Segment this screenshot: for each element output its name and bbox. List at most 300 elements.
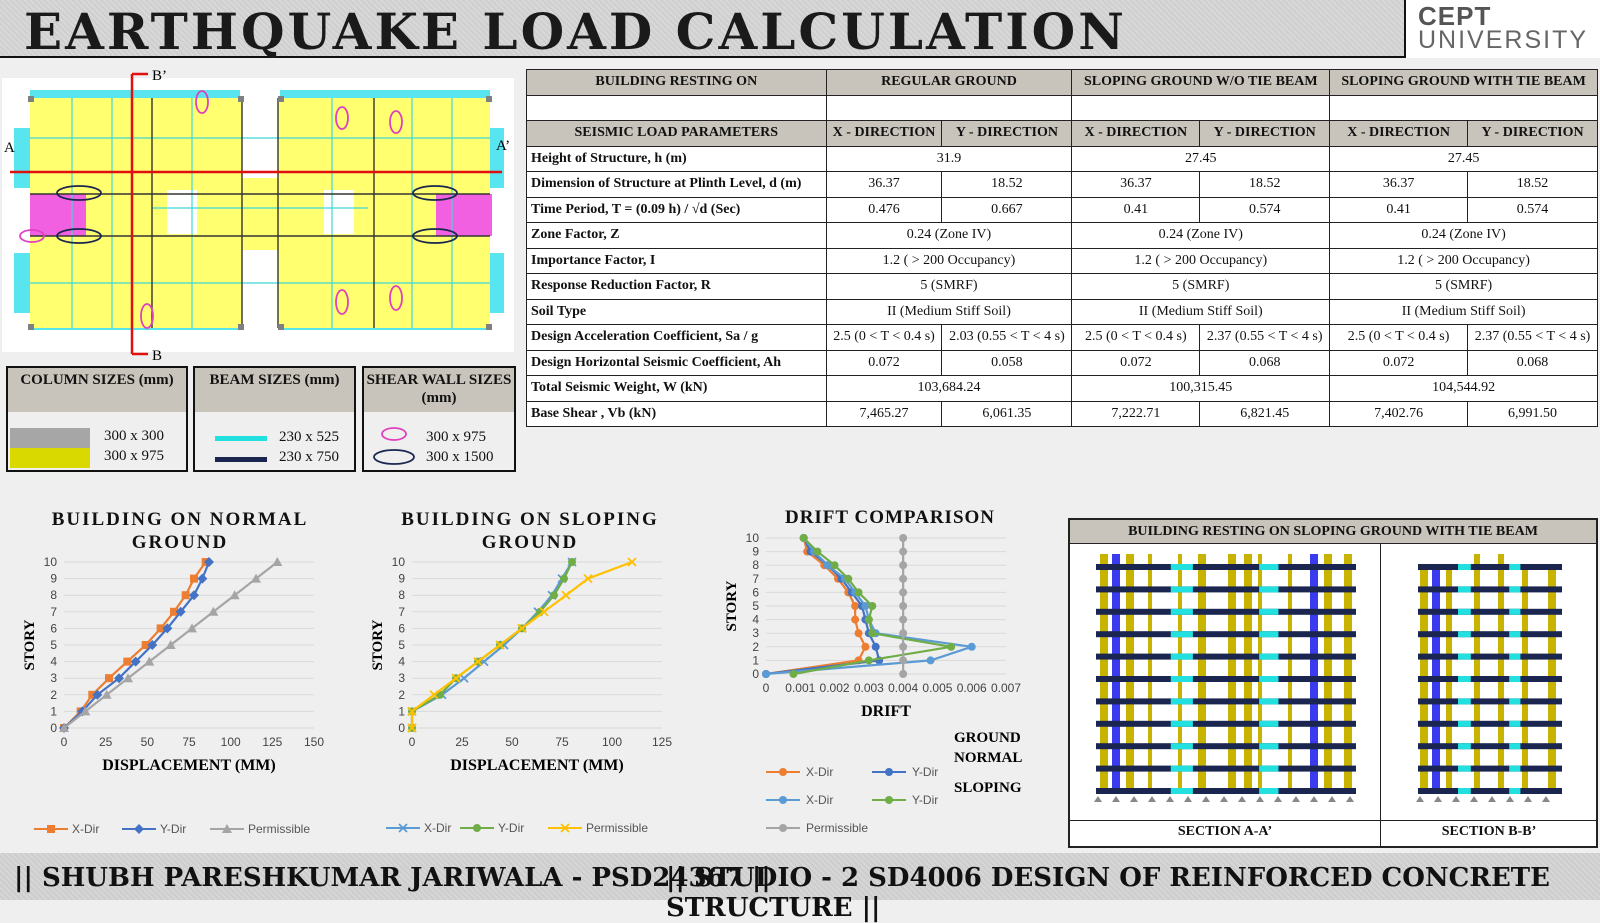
row-value: 2.5 (0 < T < 0.4 s) [826,325,942,351]
row-value: 1.2 ( > 200 Occupancy) [1072,248,1330,274]
y-tick-label: 2 [752,639,759,654]
row-value: 27.45 [1072,146,1330,172]
section-beam-cyan [1509,676,1520,682]
section-beam [1418,721,1562,727]
section-beam [1096,564,1356,570]
row-value: 36.37 [1072,172,1200,198]
legend-marker [47,825,55,833]
legend-marker [885,796,893,804]
y-tick-label: 0 [752,667,759,681]
row-value: 18.52 [1468,172,1598,198]
x-tick-label: 0 [60,735,68,749]
beam-swatch-2 [215,457,267,462]
sections-title: BUILDING RESTING ON SLOPING GROUND WITH TIE BEAM [1070,520,1596,544]
floor-plan [2,68,514,364]
data-point [899,670,907,678]
x-tick-label: 0.004 [888,681,919,695]
section-beam [1096,676,1356,682]
table-row [527,146,1598,172]
table-row [527,248,1598,274]
section-beam-cyan [1259,564,1278,570]
row-value: 6,991.50 [1468,401,1598,427]
plan-label-a: A [4,140,15,156]
y-tick-label: 1 [752,653,759,668]
data-point [190,575,198,583]
y-tick-label: 9 [398,571,405,586]
chart-drift-comparison [722,531,1058,848]
row-label: Dimension of Structure at Plinth Level, d (m) [527,172,827,198]
x-tick-label: 0 [408,735,416,749]
row-value: 2.37 (0.55 < T < 4 s) [1468,325,1598,351]
x-tick-label: 0 [762,681,770,695]
x-tick-label: 75 [182,735,196,749]
legend-label: X-Dir [806,793,834,807]
section-beam-cyan [1171,631,1193,637]
legend-group-label: GROUND [954,730,1021,746]
section-beam-cyan [1458,586,1471,592]
y-tick-label: 6 [752,585,759,600]
section-beam-cyan [1171,676,1193,682]
column-size-2: 300 x 975 [104,448,164,464]
logo-bottom-text: UNIVERSITY [1418,26,1589,54]
chart-sloping-ground [360,555,700,846]
section-beam [1418,676,1562,682]
section-beam-cyan [1259,654,1278,660]
row-value: 18.52 [942,172,1072,198]
x-tick-label: 50 [140,735,155,749]
beam-swatch-1 [215,436,267,441]
beam-size-2: 230 x 750 [279,449,339,465]
header-building-resting-on: BUILDING RESTING ON [527,70,827,96]
x-tick-label: 150 [303,735,325,749]
table-row [527,376,1598,402]
section-beam-cyan [1259,631,1278,637]
sections-label-row [1070,820,1596,821]
section-beam-cyan [1509,586,1520,592]
section-beam [1096,654,1356,660]
section-beam [1418,564,1562,570]
section-beam-cyan [1509,788,1520,794]
legend-marker [779,768,787,776]
column-swatch-1 [10,428,90,448]
data-point [789,670,797,678]
section-beam-cyan [1509,609,1520,615]
row-value: 5 (SMRF) [1072,274,1330,300]
data-point [899,643,907,651]
row-label: Design Horizontal Seismic Coefficient, Ah [527,350,827,376]
x-tick-label: 0.003 [853,681,884,695]
beam-size-1: 230 x 525 [279,429,339,445]
section-beam-cyan [1458,721,1471,727]
y-tick-label: 1 [398,704,405,719]
row-value: 0.574 [1468,197,1598,223]
row-label: Design Acceleration Coefficient, Sa / g [527,325,827,351]
row-value: 36.37 [1330,172,1468,198]
legend-label: Y-Dir [912,793,939,807]
section-beam-cyan [1509,743,1520,749]
legend-label: Permissible [248,822,311,836]
plan-label-a-prime: A’ [496,138,511,154]
legend-label: Y-Dir [498,821,525,835]
y-tick-label: 4 [50,654,57,669]
data-point [899,534,907,542]
row-label: Soil Type [527,299,827,325]
section-beam-cyan [1171,564,1193,570]
y-axis-label: STORY [724,580,740,632]
x-tick-label: 0.002 [819,681,850,695]
y-tick-label: 2 [398,687,405,702]
y-tick-label: 9 [752,544,759,559]
legend-label: Y-Dir [912,765,939,779]
y-tick-label: 10 [391,555,405,569]
section-b-label: SECTION B-B’ [1441,824,1537,839]
shearwall-size-1: 300 x 975 [426,429,486,445]
table-row [527,197,1598,223]
section-beam-cyan [1171,743,1193,749]
row-value: 0.24 (Zone IV) [826,223,1072,249]
row-value: 0.072 [826,350,942,376]
data-point [899,548,907,556]
data-point [947,643,955,651]
section-beam [1096,631,1356,637]
x-axis-label: DISPLACEMENT (MM) [450,757,624,774]
row-value: 100,315.45 [1072,376,1330,402]
x-tick-label: 100 [220,735,241,749]
data-point [560,575,568,583]
header-seismic-params: SEISMIC LOAD PARAMETERS [527,121,827,147]
plan-label-b: B [152,348,163,364]
beam-legend-title: BEAM SIZES (mm) [195,368,354,412]
data-point [968,643,976,651]
section-beam-cyan [1259,586,1278,592]
row-value: 6,821.45 [1200,401,1330,427]
section-beam-cyan [1171,698,1193,704]
section-beam [1096,721,1356,727]
row-value: 104,544.92 [1330,376,1598,402]
beam-sizes-legend [193,366,356,472]
y-tick-label: 7 [50,604,57,619]
section-beam-cyan [1458,654,1471,660]
row-label: Time Period, T = (0.09 h) / √d (Sec) [527,197,827,223]
section-beam-cyan [1509,698,1520,704]
section-beam [1418,743,1562,749]
table-row [527,274,1598,300]
row-label: Height of Structure, h (m) [527,146,827,172]
section-beam [1096,788,1356,794]
spacer-row [527,95,1598,121]
data-point [865,656,873,664]
section-beam-cyan [1171,654,1193,660]
header-y-dir: Y - DIRECTION [1468,121,1598,147]
header-regular-ground: REGULAR GROUND [826,70,1072,96]
legend-label: X-Dir [806,765,834,779]
data-point [868,602,876,610]
section-beam-cyan [1259,609,1278,615]
header-x-dir: X - DIRECTION [1330,121,1468,147]
x-tick-label: 100 [601,735,623,749]
data-point [197,574,207,584]
row-label: Base Shear , Vb (kN) [527,401,827,427]
row-value: 5 (SMRF) [826,274,1072,300]
data-point [899,588,907,596]
header-sloping-with-tie: SLOPING GROUND WITH TIE BEAM [1330,70,1598,96]
y-tick-label: 9 [50,571,57,586]
header-y-dir: Y - DIRECTION [1200,121,1330,147]
section-beam [1418,654,1562,660]
x-tick-label: 125 [651,735,673,749]
section-beam-cyan [1171,609,1193,615]
y-tick-label: 10 [745,531,759,545]
section-beam [1418,631,1562,637]
shearwall-legend-title: SHEAR WALL SIZES (mm) [364,368,514,412]
data-point [105,674,113,682]
legend-marker [473,824,481,832]
section-beam-cyan [1171,586,1193,592]
section-beam-cyan [1458,676,1471,682]
section-beam-cyan [1509,654,1520,660]
x-tick-label: 75 [555,735,569,749]
y-tick-label: 5 [752,599,759,613]
table-body [527,146,1598,427]
section-a-drawing [1088,546,1364,810]
x-tick-label: 0.001 [785,681,816,695]
y-tick-label: 3 [398,671,405,686]
title-bar [0,0,1600,61]
footer-student: || SHUBH PARESHKUMAR JARIWALA - PSD24367 || [14,863,771,893]
row-value: 6,061.35 [942,401,1072,427]
section-beam [1096,743,1356,749]
data-point [899,561,907,569]
data-point [182,591,190,599]
section-beam-cyan [1509,564,1520,570]
section-beam [1418,766,1562,772]
column-sizes-legend [6,366,188,472]
row-value: 0.24 (Zone IV) [1072,223,1330,249]
header-y-dir: Y - DIRECTION [942,121,1072,147]
footer-bar [0,853,1600,923]
x-tick-label: 50 [505,735,519,749]
y-tick-label: 5 [398,638,405,652]
section-beam-cyan [1458,698,1471,704]
section-beam-cyan [1509,631,1520,637]
legend-label: Permissible [806,821,869,835]
legend-label: X-Dir [424,821,452,835]
section-a-label: SECTION A-A’ [1177,824,1273,839]
data-point [762,670,770,678]
chart-title-drift: DRIFT COMPARISON [784,507,996,528]
page-title: EARTHQUAKE LOAD CALCULATION [24,2,1127,61]
section-beam [1096,586,1356,592]
seismic-load-table [526,69,1598,427]
x-tick-label: 125 [262,735,283,749]
y-tick-label: 10 [43,555,57,569]
shearwall-swatches [372,426,422,470]
cept-logo [1404,0,1600,58]
y-tick-label: 6 [398,621,405,636]
section-beam [1418,698,1562,704]
logo-top-text: CEPT [1418,1,1492,31]
legend-label: X-Dir [72,822,100,836]
legend-marker [779,796,787,804]
y-tick-label: 6 [50,621,57,636]
section-beam [1418,788,1562,794]
legend-label: Permissible [586,821,649,835]
y-tick-label: 7 [752,571,759,586]
section-beam [1096,609,1356,615]
data-point [861,643,869,651]
row-value: 0.072 [1330,350,1468,376]
shearwall-size-2: 300 x 1500 [426,449,494,465]
y-tick-label: 5 [50,638,57,652]
data-point [872,643,880,651]
section-beam-cyan [1458,788,1471,794]
x-tick-label: 0.005 [922,681,953,695]
row-value: 0.24 (Zone IV) [1330,223,1598,249]
row-value: 2.03 (0.55 < T < 4 s) [942,325,1072,351]
row-label: Importance Factor, I [527,248,827,274]
legend-marker [134,824,144,834]
y-tick-label: 8 [50,588,57,603]
row-value: 103,684.24 [826,376,1072,402]
row-value: 18.52 [1200,172,1330,198]
footer-course: || STUDIO - 2 SD4006 DESIGN OF REINFORCED CONCRETE STRUCTURE || [666,863,1550,923]
legend-marker [885,768,893,776]
row-label: Response Reduction Factor, R [527,274,827,300]
row-value: 1.2 ( > 200 Occupancy) [826,248,1072,274]
section-beam-cyan [1259,766,1278,772]
y-tick-label: 8 [752,558,759,573]
column-size-1: 300 x 300 [104,428,164,444]
row-value: 0.068 [1200,350,1330,376]
data-point [800,534,808,542]
header-sloping-without-tie: SLOPING GROUND W/O TIE BEAM [1072,70,1330,96]
section-beam-cyan [1171,721,1193,727]
row-value: 5 (SMRF) [1330,274,1598,300]
section-b-drawing [1410,546,1570,810]
y-axis-label: STORY [370,619,386,671]
x-tick-label: 25 [455,735,469,749]
row-value: II (Medium Stiff Soil) [1072,299,1330,325]
section-beam-cyan [1458,766,1471,772]
row-value: 0.068 [1468,350,1598,376]
row-value: 7,465.27 [826,401,942,427]
header-x-dir: X - DIRECTION [1072,121,1200,147]
data-point [899,602,907,610]
section-beam-cyan [1458,609,1471,615]
chart-title-normal: BUILDING ON NORMAL GROUND [51,509,309,553]
y-tick-label: 0 [398,721,405,735]
row-value: 1.2 ( > 200 Occupancy) [1330,248,1598,274]
row-value: 27.45 [1330,146,1598,172]
data-point [568,558,576,566]
legend-label: Y-Dir [160,822,187,836]
section-beam-cyan [1259,743,1278,749]
row-value: 0.476 [826,197,942,223]
section-beam-cyan [1458,743,1471,749]
x-tick-label: 0.006 [956,681,987,695]
section-beam-cyan [1458,631,1471,637]
table-row [527,401,1598,427]
x-tick-label: 0.007 [990,681,1022,695]
column-legend-title: COLUMN SIZES (mm) [8,368,186,412]
row-value: 36.37 [826,172,942,198]
y-tick-label: 3 [752,626,759,641]
y-tick-label: 4 [398,654,405,669]
section-beam-cyan [1259,788,1278,794]
legend-group-label: NORMAL [954,750,1023,766]
data-point [855,629,863,637]
section-beam-cyan [1509,721,1520,727]
column-swatch-2 [10,448,90,468]
row-label: Total Seismic Weight, W (kN) [527,376,827,402]
row-value: 7,222.71 [1072,401,1200,427]
data-point [851,602,859,610]
row-value: 0.667 [942,197,1072,223]
row-value: 0.058 [942,350,1072,376]
data-point [844,575,852,583]
table-row [527,223,1598,249]
x-axis-label: DISPLACEMENT (MM) [102,757,276,774]
table-row [527,172,1598,198]
x-axis-label: DRIFT [861,703,911,720]
data-point [550,591,558,599]
row-value: II (Medium Stiff Soil) [826,299,1072,325]
table-row [527,325,1598,351]
row-value: 2.37 (0.55 < T < 4 s) [1200,325,1330,351]
sections-panel [1068,518,1598,848]
data-point [855,588,863,596]
chart-normal-ground [10,555,355,846]
data-point [899,656,907,664]
y-tick-label: 3 [50,671,57,686]
sections-divider [1380,544,1381,846]
row-value: 7,402.76 [1330,401,1468,427]
section-beam [1418,586,1562,592]
y-tick-label: 1 [50,704,57,719]
header-x-dir: X - DIRECTION [826,121,942,147]
section-beam-cyan [1458,564,1471,570]
section-beam [1096,698,1356,704]
y-tick-label: 4 [752,612,759,627]
chart-title-sloping: BUILDING ON SLOPING GROUND [401,509,659,553]
section-beam-cyan [1171,788,1193,794]
section-beam-cyan [1259,698,1278,704]
data-point [851,616,859,624]
data-point [868,629,876,637]
section-beam-cyan [1171,766,1193,772]
table-row [527,299,1598,325]
row-value: 0.574 [1200,197,1330,223]
plan-label-b-prime: B’ [152,68,167,84]
y-tick-label: 7 [398,604,405,619]
data-point [831,561,839,569]
y-tick-label: 8 [398,588,405,603]
row-value: II (Medium Stiff Soil) [1330,299,1598,325]
data-point [899,575,907,583]
y-axis-label: STORY [22,619,38,671]
row-value: 2.5 (0 < T < 0.4 s) [1072,325,1200,351]
data-point [899,616,907,624]
data-point [123,658,131,666]
section-beam [1418,609,1562,615]
data-point [813,548,821,556]
section-beam [1096,766,1356,772]
row-label: Zone Factor, Z [527,223,827,249]
section-beam-cyan [1259,676,1278,682]
y-tick-label: 0 [50,721,57,735]
section-beam-cyan [1509,766,1520,772]
shearwall-sizes-legend [362,366,516,472]
